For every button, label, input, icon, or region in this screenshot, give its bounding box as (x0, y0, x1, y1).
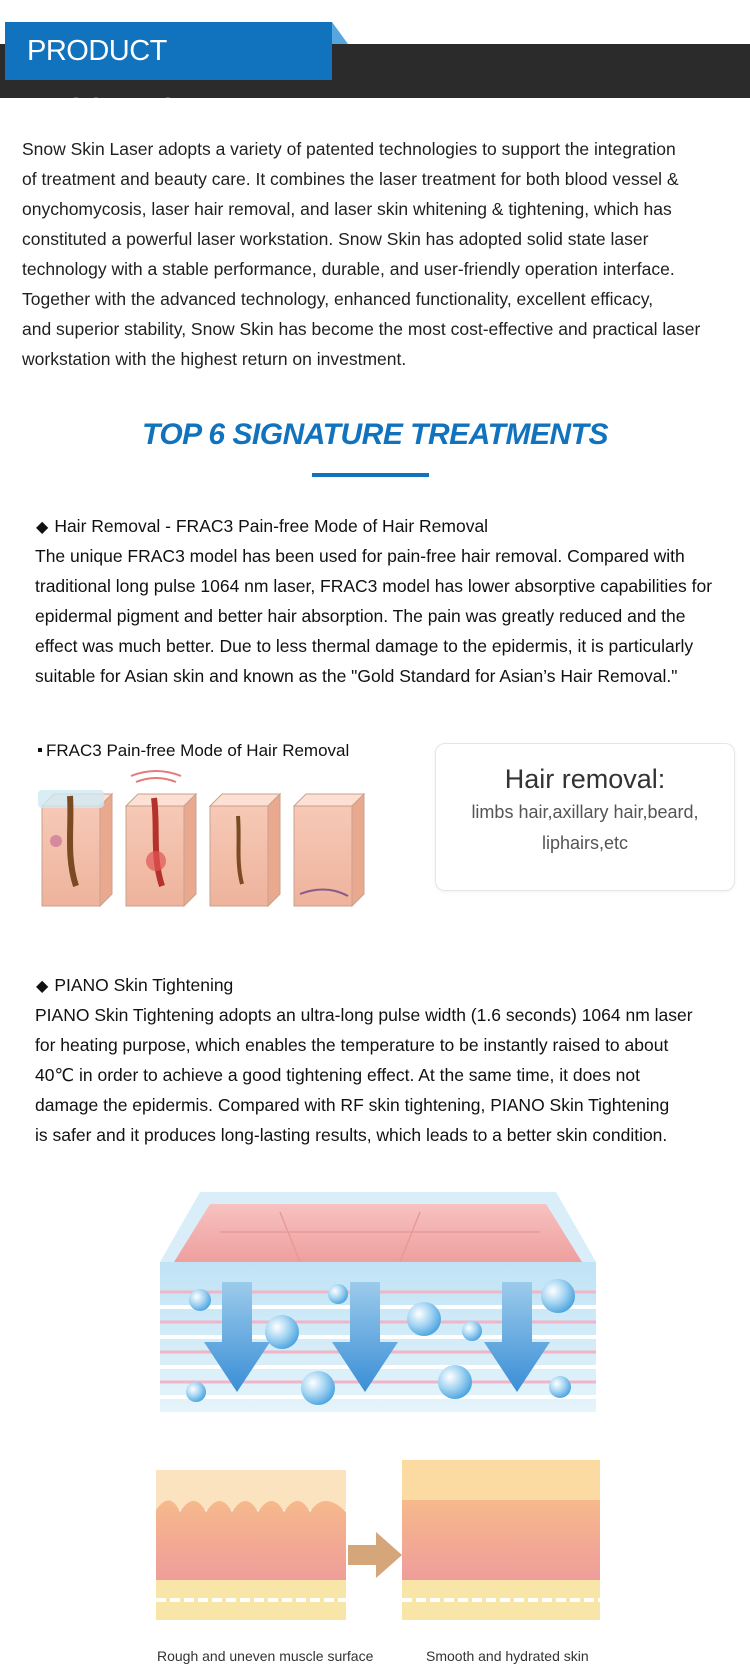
intro-paragraph (22, 134, 738, 374)
skin-block-1 (38, 790, 112, 906)
section-title: TOP 6 SIGNATURE TREATMENTS (142, 418, 608, 451)
caption-after: Smooth and hydrated skin (426, 1648, 589, 1664)
intro-line: workstation with the highest return on investment. (22, 349, 407, 369)
intro-line: onychomycosis, laser hair removal, and laser skin whitening & tightening, which has (22, 199, 672, 219)
rough-skin-block (156, 1470, 346, 1620)
figure-label-frac3: FRAC3 Pain-free Mode of Hair Removal (38, 741, 349, 761)
skin-tightening-diagram (160, 1182, 596, 1414)
intro-line: Together with the advanced technology, enhanced functionality, excellent efficacy, (22, 289, 654, 309)
intro-line: Snow Skin Laser adopts a variety of patented technologies to support the integration (22, 139, 676, 159)
body-line: PIANO Skin Tightening adopts an ultra-long pulse width (1.6 seconds) 1064 nm laser (35, 1005, 693, 1025)
body-line: traditional long pulse 1064 nm laser, FRAC3 model has lower absorptive capabilities for (35, 576, 713, 596)
treatment-heading-text: Hair Removal - FRAC3 Pain-free Mode of Hair Removal (54, 516, 489, 536)
smooth-skin-block (402, 1460, 600, 1620)
treatment-heading-text: PIANO Skin Tightening (54, 975, 234, 995)
body-line: is safer and it produces long-lasting results, which leads to a better skin condition. (35, 1125, 668, 1145)
intro-line: of treatment and beauty care. It combines the laser treatment for both blood vessel & (22, 169, 679, 189)
hair-removal-card (435, 743, 735, 891)
skin-comparison-illustration (150, 1450, 610, 1640)
body-line: suitable for Asian skin and known as the "Gold Standard for Asian’s Hair Removal." (35, 666, 678, 686)
skin-block-3 (210, 794, 280, 906)
square-bullet-icon (38, 748, 42, 752)
treatment-body-piano (35, 1000, 735, 1150)
treatment-heading-piano (36, 975, 233, 996)
page-title: PRODUCT DESCIPTION (5, 22, 332, 80)
hair-removal-skin-illustration (36, 766, 376, 914)
body-line: 40℃ in order to achieve a good tightening effect. At the same time, it does not (35, 1065, 640, 1085)
diamond-bullet-icon: ◆ (36, 978, 49, 995)
intro-line: constituted a powerful laser workstation. Snow Skin has adopted solid state laser (22, 229, 649, 249)
caption-before: Rough and uneven muscle surface (157, 1648, 374, 1664)
skin-block-4 (294, 794, 364, 906)
card-line: limbs hair,axillary hair,beard, (471, 802, 699, 822)
card-line: liphairs,etc (541, 833, 629, 853)
header-banner (0, 0, 750, 125)
intro-line: technology with a stable performance, durable, and user-friendly operation interface. (22, 259, 675, 279)
body-line: The unique FRAC3 model has been used for pain-free hair removal. Compared with (35, 546, 685, 566)
banner-fold-decoration (332, 22, 348, 44)
treatment-heading-hair-removal (36, 516, 488, 537)
body-line: epidermal pigment and better hair absorption. The pain was greatly reduced and the (35, 606, 686, 626)
section-title-underline (312, 473, 429, 477)
body-line: for heating purpose, which enables the temperature to be instantly raised to about (35, 1035, 669, 1055)
body-line: effect was much better. Due to less thermal damage to the epidermis, it is particularly (35, 636, 694, 656)
card-heading: Hair removal: (504, 764, 666, 794)
intro-line: and superior stability, Snow Skin has become the most cost-effective and practical laser (22, 319, 701, 339)
body-line: damage the epidermis. Compared with RF skin tightening, PIANO Skin Tightening (35, 1095, 670, 1115)
diamond-bullet-icon: ◆ (36, 519, 49, 536)
treatment-body-hair-removal (35, 541, 735, 691)
skin-block-2 (126, 771, 196, 906)
right-arrow-icon (348, 1532, 402, 1578)
